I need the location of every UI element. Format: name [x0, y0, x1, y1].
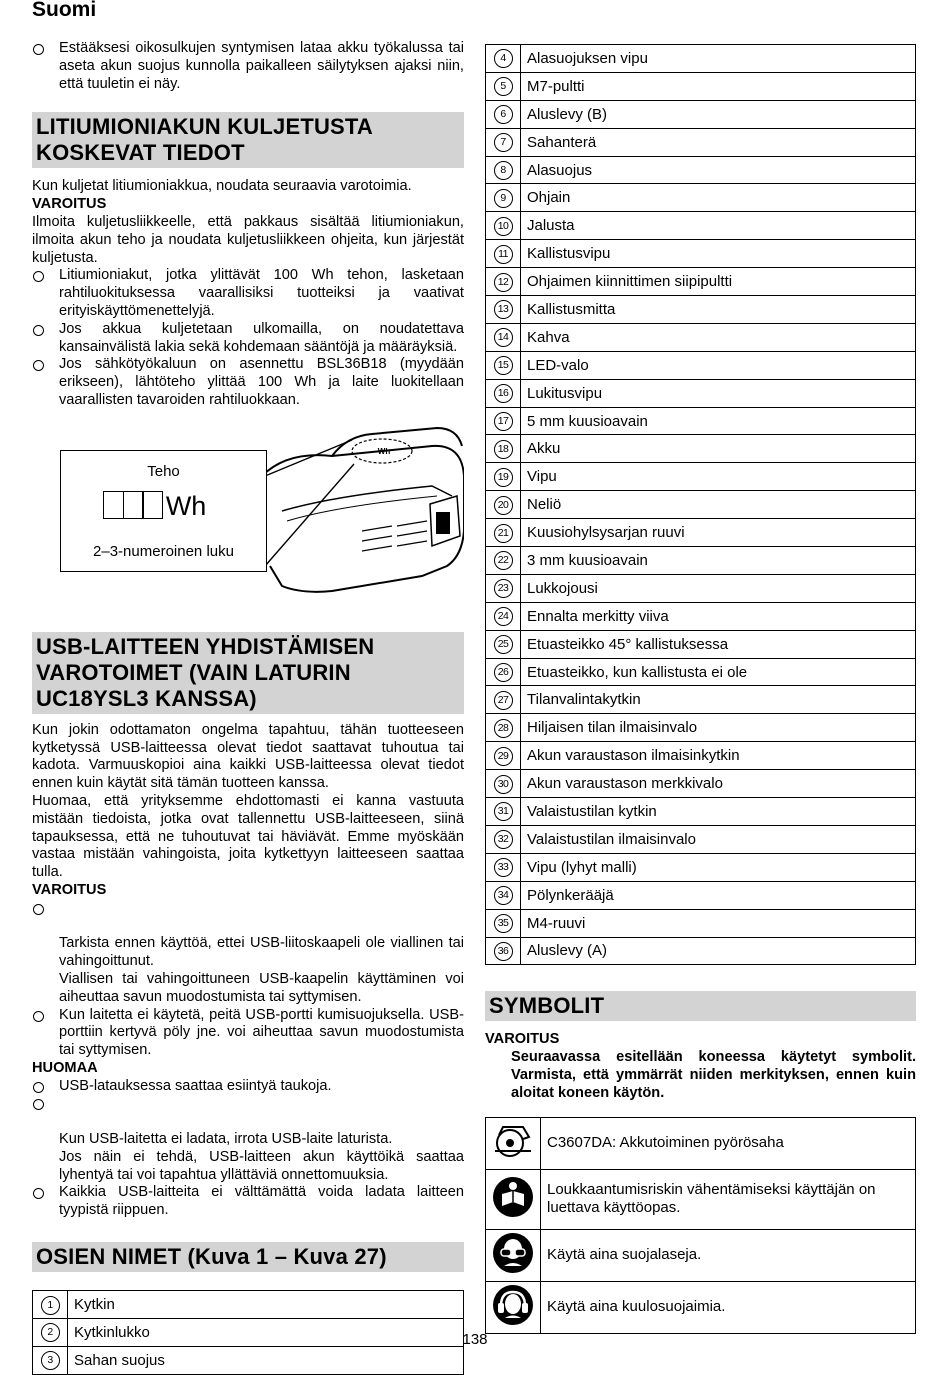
part-name: Lukkojousi: [521, 574, 916, 602]
part-name: Kahva: [521, 323, 916, 351]
usb-note-label: HUOMAA: [32, 1059, 98, 1076]
part-number: 23: [494, 579, 513, 598]
part-number: 11: [494, 245, 513, 264]
symbols-heading: SYMBOLIT: [485, 991, 916, 1021]
symbol-icon-cell: [486, 1169, 541, 1229]
part-name: Tilanvalintakytkin: [521, 686, 916, 714]
part-number-cell: [486, 574, 521, 602]
part-name: Alasuojus: [521, 156, 916, 184]
transport-heading-line1: LITIUMIONIAKUN KULJETUSTA: [36, 114, 374, 140]
table-row: [486, 240, 916, 268]
part-number-cell: [486, 72, 521, 100]
table-row: [486, 825, 916, 853]
part-number-cell: [486, 547, 521, 575]
table-row: [486, 100, 916, 128]
symbols-warning-label: VAROITUS: [485, 1031, 560, 1048]
part-number: 12: [494, 273, 513, 292]
transport-bullet-text: Jos akkua kuljetetaan ulkomailla, on noudatettava kansainvälistä lakia sekä kohdemaan sääntöjä ja määräyksiä.: [59, 320, 464, 355]
part-number: 31: [494, 802, 513, 821]
transport-warning-text: Ilmoita kuljetusliikkeelle, että pakkaus sisältää litiumioniakun, ilmoita akun teho ja noudata kuljetusliikkeen ohjeita, kun järjestät kuljetusta.: [32, 213, 464, 266]
table-row: [486, 574, 916, 602]
usb-heading-line2: VAROTOIMET (VAIN LATURIN: [36, 659, 351, 685]
usb-warning-label: VAROITUS: [32, 881, 107, 898]
part-number: 20: [494, 496, 513, 515]
right-column: [485, 44, 916, 1334]
part-number: 35: [494, 914, 513, 933]
part-number: 24: [494, 607, 513, 626]
part-number-cell: [486, 296, 521, 324]
part-name: Sahanterä: [521, 128, 916, 156]
part-name: Akun varaustason merkkivalo: [521, 770, 916, 798]
table-row: [486, 909, 916, 937]
part-number-cell: [486, 742, 521, 770]
parts-heading: OSIEN NIMET (Kuva 1 – Kuva 27): [32, 1242, 464, 1272]
part-number: 25: [494, 635, 513, 654]
table-row: [33, 1346, 464, 1374]
usb-heading: [32, 632, 464, 714]
page-number: 138: [462, 1331, 488, 1348]
part-number-cell: [486, 825, 521, 853]
table-row: [486, 128, 916, 156]
left-column: [32, 40, 464, 1375]
rating-caption: 2–3-numeroinen luku: [93, 542, 234, 560]
transport-bullet: [32, 356, 464, 409]
intro-bullet: [32, 40, 464, 93]
table-row: [486, 212, 916, 240]
part-name: 5 mm kuusioavain: [521, 407, 916, 435]
transport-warning-label: VAROITUS: [32, 196, 107, 213]
part-number: 9: [494, 189, 513, 208]
part-name: Kallistusmitta: [521, 296, 916, 324]
part-number-cell: [33, 1291, 68, 1319]
part-name: Jalusta: [521, 212, 916, 240]
digit-box: [142, 491, 163, 519]
usb-warning-text: Kun laitetta ei käytetä, peitä USB-portti kumisuojuksella. USB-porttiin kertyvä pöly jne. voi aiheuttaa savun muodostumista tai syttymisen.: [59, 1006, 464, 1059]
part-number-cell: [486, 686, 521, 714]
part-number-cell: [486, 602, 521, 630]
bullet-icon: [33, 1082, 44, 1093]
part-name: Sahan suojus: [68, 1346, 464, 1374]
read-manual-icon: [492, 1176, 534, 1218]
part-name: Aluslevy (B): [521, 100, 916, 128]
part-name: Lukitusvipu: [521, 379, 916, 407]
table-row: [486, 881, 916, 909]
symbol-icon-cell: [486, 1117, 541, 1169]
usb-note-text: Kaikkia USB-laitteita ei välttämättä voida ladata laitteen tyypistä riippuen.: [59, 1184, 464, 1219]
transport-bullet-text: Litiumioniakut, jotka ylittävät 100 Wh tehon, lasketaan rahtiluokituksessa vaarallisiksi tuotteiksi ja vaativat erityiskäyttömenettelyjä.: [59, 267, 464, 319]
usb-paragraph: Huomaa, että yrityksemme ehdottomasti ei kanna vastuuta mistään tiedoista, jotka ovat tallennettu USB-laitteeseen, siinä tapauksessa, että ne tuhoutuvat tai häviävät. Emme myöskään vastaa mistään vahingoista, joita kytkettyyn laitteeseen saattaa tulla.: [32, 792, 464, 881]
part-name: Akku: [521, 435, 916, 463]
part-name: Hiljaisen tilan ilmaisinvalo: [521, 714, 916, 742]
usb-note-bullet: [32, 1095, 464, 1184]
safety-glasses-icon: [492, 1232, 534, 1274]
table-row: [486, 323, 916, 351]
rating-digits: [103, 491, 206, 519]
part-number-cell: [486, 323, 521, 351]
table-row: [486, 435, 916, 463]
part-name: Valaistustilan ilmaisinvalo: [521, 825, 916, 853]
usb-note-text: USB-latauksessa saattaa esiintyä taukoja.: [59, 1077, 332, 1094]
table-row: [486, 72, 916, 100]
part-number-cell: [486, 937, 521, 965]
part-name: 3 mm kuusioavain: [521, 547, 916, 575]
part-number-cell: [486, 156, 521, 184]
part-number: 2: [41, 1323, 60, 1342]
part-number-cell: [486, 798, 521, 826]
part-number-cell: [486, 100, 521, 128]
part-name: Vipu: [521, 463, 916, 491]
usb-warning-text: Tarkista ennen käyttöä, ettei USB-liitoskaapeli ole viallinen tai vahingoittunut. Viallisen tai vahingoittuneen USB-kaapelin käyttäminen voi aiheuttaa savun muodostumista tai syttymisen.: [59, 935, 464, 1005]
table-row: [486, 686, 916, 714]
part-name: Vipu (lyhyt malli): [521, 853, 916, 881]
rating-label: Teho: [147, 462, 180, 480]
parts-table-right: [485, 44, 916, 965]
symbols-table: [485, 1117, 916, 1334]
table-row: [486, 463, 916, 491]
part-number: 29: [494, 747, 513, 766]
table-row: [486, 770, 916, 798]
part-number-cell: [33, 1346, 68, 1374]
symbol-text: Loukkaantumisriskin vähentämiseksi käyttäjän on luettava käyttöopas.: [541, 1169, 916, 1229]
usb-warning-bullet: [32, 1007, 464, 1060]
table-row: [486, 296, 916, 324]
table-row: [486, 1281, 916, 1333]
transport-heading: [32, 112, 464, 168]
part-number-cell: [486, 184, 521, 212]
part-name: Etuasteikko, kun kallistusta ei ole: [521, 658, 916, 686]
part-number: 28: [494, 719, 513, 738]
circular-saw-icon: [493, 1121, 533, 1161]
digit-box: [103, 491, 124, 519]
part-number-cell: [486, 853, 521, 881]
table-row: [486, 156, 916, 184]
part-number-cell: [486, 909, 521, 937]
bullet-icon: [33, 44, 44, 55]
part-name: Kuusiohylsysarjan ruuvi: [521, 519, 916, 547]
part-name: Aluslevy (A): [521, 937, 916, 965]
table-row: [486, 491, 916, 519]
part-number-cell: [486, 407, 521, 435]
part-number-cell: [486, 491, 521, 519]
table-row: [486, 630, 916, 658]
part-number: 22: [494, 551, 513, 570]
usb-note-bullet: [32, 1078, 464, 1096]
part-number: 10: [494, 217, 513, 236]
part-name: Valaistustilan kytkin: [521, 798, 916, 826]
table-row: [486, 742, 916, 770]
transport-bullet: [32, 321, 464, 357]
usb-heading-line1: USB-LAITTEEN YHDISTÄMISEN: [36, 633, 375, 659]
part-number-cell: [486, 435, 521, 463]
table-row: [486, 547, 916, 575]
symbols-warning-text: Seuraavassa esitellään koneessa käytetyt symbolit. Varmista, että ymmärrät niiden merkityksen, ennen kuin aloitat koneen käytön.: [511, 1049, 916, 1101]
part-number: 26: [494, 663, 513, 682]
part-name: Neliö: [521, 491, 916, 519]
part-name: Kallistusvipu: [521, 240, 916, 268]
table-row: [486, 798, 916, 826]
bullet-icon: [33, 271, 44, 282]
part-number-cell: [486, 351, 521, 379]
transport-heading-line2: KOSKEVAT TIEDOT: [36, 140, 245, 166]
part-number-cell: [486, 714, 521, 742]
symbol-text: Käytä aina suojalaseja.: [541, 1229, 916, 1281]
part-number: 27: [494, 691, 513, 710]
table-row: [486, 407, 916, 435]
symbol-icon-cell: [486, 1229, 541, 1281]
part-name: Alasuojuksen vipu: [521, 45, 916, 73]
battery-wh-label: Wh: [377, 446, 391, 456]
part-number-cell: [486, 658, 521, 686]
part-name: Ennalta merkitty viiva: [521, 602, 916, 630]
table-row: [486, 937, 916, 965]
part-number: 3: [41, 1351, 60, 1370]
part-name: Kytkinlukko: [68, 1318, 464, 1346]
part-number: 17: [494, 412, 513, 431]
part-number: 8: [494, 161, 513, 180]
part-number: 16: [494, 384, 513, 403]
part-name: Ohjaimen kiinnittimen siipipultti: [521, 268, 916, 296]
part-number: 5: [494, 77, 513, 96]
part-name: Etuasteikko 45° kallistuksessa: [521, 630, 916, 658]
part-number: 32: [494, 830, 513, 849]
part-number-cell: [486, 240, 521, 268]
part-number-cell: [486, 128, 521, 156]
intro-bullet-text: Estääksesi oikosulkujen syntymisen lataa akku työkalussa tai aseta akun suojus kunnolla paikalleen säilytyksen ajaksi niin, että tuuletin ei näy.: [59, 40, 464, 92]
part-name: Pölynkerääjä: [521, 881, 916, 909]
table-row: [486, 519, 916, 547]
usb-note-text: Kun USB-laitetta ei ladata, irrota USB-laite laturista. Jos näin ei tehdä, USB-laitteen akun käyttöikä saattaa lyhentyä tai voi tapahtua yllättäviä onnettomuuksia.: [59, 1131, 464, 1183]
part-number: 19: [494, 468, 513, 487]
part-number-cell: [486, 881, 521, 909]
part-number: 36: [494, 942, 513, 961]
part-number: 1: [41, 1296, 60, 1315]
usb-paragraph: Kun jokin odottamaton ongelma tapahtuu, tähän tuotteeseen kytketyssä USB-laitteessa olevat tiedot saattavat tuhoutua tai kadota. Varmuuskopioi aina kaikki USB-laitteessa olevat tiedot ennen kuin käytät sitä tämän tuotteen kanssa.: [32, 721, 464, 792]
table-row: [486, 1229, 916, 1281]
table-row: [486, 268, 916, 296]
transport-bullet: [32, 267, 464, 320]
part-number-cell: [486, 379, 521, 407]
part-number-cell: [486, 770, 521, 798]
page-language-title: Suomi: [32, 0, 97, 21]
part-number: 30: [494, 775, 513, 794]
part-number: 15: [494, 356, 513, 375]
part-name: LED-valo: [521, 351, 916, 379]
part-number: 21: [494, 524, 513, 543]
symbol-text: C3607DA: Akkutoiminen pyörösaha: [541, 1117, 916, 1169]
part-name: M7-pultti: [521, 72, 916, 100]
part-number: 33: [494, 858, 513, 877]
bullet-icon: [33, 1099, 44, 1110]
table-row: [33, 1291, 464, 1319]
rating-unit: Wh: [165, 490, 207, 521]
table-row: [486, 1117, 916, 1169]
part-number: 4: [494, 49, 513, 68]
table-row: [486, 853, 916, 881]
usb-warning-bullet: [32, 900, 464, 1007]
part-name: Akun varaustason ilmaisinkytkin: [521, 742, 916, 770]
bullet-icon: [33, 1188, 44, 1199]
table-row: [486, 658, 916, 686]
part-number-cell: [486, 268, 521, 296]
part-number: 34: [494, 886, 513, 905]
bullet-icon: [33, 904, 44, 915]
part-number-cell: [486, 212, 521, 240]
bullet-icon: [33, 1011, 44, 1022]
table-row: [486, 1169, 916, 1229]
table-row: [486, 379, 916, 407]
ear-protection-icon: [492, 1284, 534, 1326]
table-row: [486, 714, 916, 742]
bullet-icon: [33, 325, 44, 336]
table-row: [486, 602, 916, 630]
usb-note-bullet: [32, 1184, 464, 1220]
part-number-cell: [486, 45, 521, 73]
table-row: [486, 351, 916, 379]
rating-callout-box: [60, 450, 267, 572]
part-name: Ohjain: [521, 184, 916, 212]
digit-box: [123, 491, 144, 519]
symbol-icon-cell: [486, 1281, 541, 1333]
part-number: 7: [494, 133, 513, 152]
part-number: 18: [494, 440, 513, 459]
table-row: [486, 184, 916, 212]
part-number-cell: [486, 519, 521, 547]
transport-bullet-text: Jos sähkötyökaluun on asennettu BSL36B18 (myydään erikseen), lähtöteho ylittää 100 Wh ja laite luokitellaan vaarallisten tavaroiden rahtiluokkaan.: [59, 356, 464, 408]
part-number: 6: [494, 105, 513, 124]
part-number: 14: [494, 328, 513, 347]
part-name: Kytkin: [68, 1291, 464, 1319]
bullet-icon: [33, 360, 44, 371]
battery-rating-figure: [32, 416, 464, 626]
part-name: M4-ruuvi: [521, 909, 916, 937]
transport-intro: Kun kuljetat litiumioniakkua, noudata seuraavia varotoimia.: [32, 178, 412, 195]
part-number: 13: [494, 300, 513, 319]
table-row: [486, 45, 916, 73]
part-number-cell: [486, 630, 521, 658]
usb-heading-line3: UC18YSL3 KANSSA): [36, 685, 257, 711]
part-number-cell: [486, 463, 521, 491]
symbol-text: Käytä aina kuulosuojaimia.: [541, 1281, 916, 1333]
